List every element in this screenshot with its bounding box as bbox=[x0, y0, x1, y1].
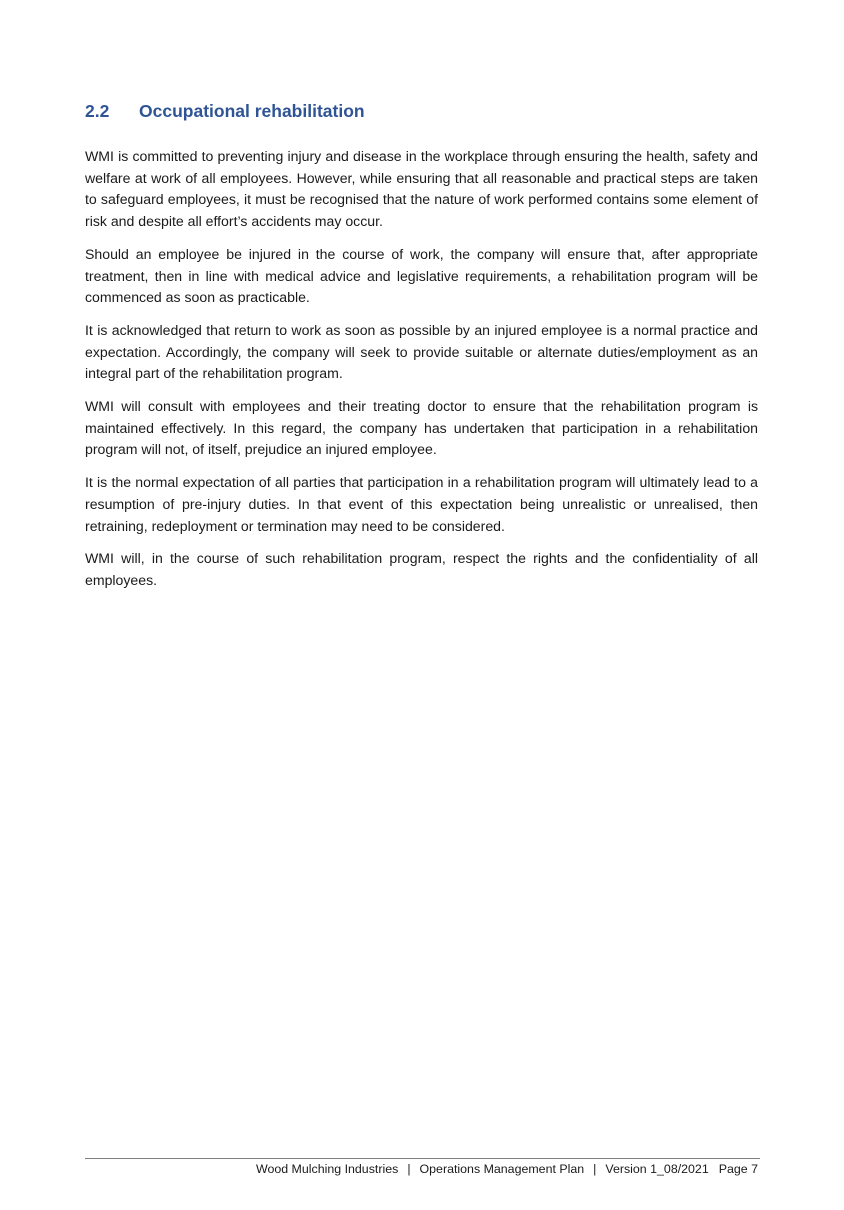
section-number: 2.2 bbox=[85, 100, 110, 121]
section-body bbox=[85, 146, 758, 603]
footer-version: Version 1_08/2021 bbox=[605, 1162, 709, 1176]
footer-divider bbox=[85, 1158, 760, 1159]
footer-separator: | bbox=[593, 1162, 597, 1176]
paragraph-return-to-work: It is acknowledged that return to work as soon as possible by an injured employee is a normal practice and expectation. Accordingly, the company will seek to provide suitable or alternate duties/employment as an integral part of the rehabilitation program. bbox=[85, 321, 758, 382]
footer-page-number: Page 7 bbox=[718, 1162, 758, 1176]
page-footer bbox=[85, 1162, 758, 1176]
paragraph-confidentiality: WMI will, in the course of such rehabilitation program, respect the rights and the confidentiality of all employees. bbox=[85, 550, 758, 588]
section-heading bbox=[85, 101, 765, 122]
footer-separator: | bbox=[407, 1162, 411, 1176]
footer-company: Wood Mulching Industries bbox=[255, 1162, 399, 1176]
paragraph-commitment: WMI is committed to preventing injury and disease in the workplace through ensuring the health, safety and welfare at work of all employees. However, while ensuring that all reasonable and practical steps are taken to safeguard employees, it must be recognised that the nature of work performed contains some element of risk and despite all effort’s accidents may occur. bbox=[85, 148, 758, 230]
paragraph-consultation: WMI will consult with employees and their treating doctor to ensure that the rehabilitation program is maintained effectively. In this regard, the company has undertaken that participation in a rehabilitation program will not, of itself, prejudice an injured employee. bbox=[85, 398, 758, 458]
paragraph-injury: Should an employee be injured in the course of work, the company will ensure that, after appropriate treatment, then in line with medical advice and legislative requirements, a rehabilitation program will be commenced as soon as practicable. bbox=[85, 245, 758, 306]
paragraph-expectation: It is the normal expectation of all parties that participation in a rehabilitation program will ultimately lead to a resumption of pre-injury duties. In that event of this expectation being unrealistic or unrealised, then retraining, redeployment or termination may need to be considered. bbox=[85, 474, 758, 534]
section-title: Occupational rehabilitation bbox=[139, 100, 365, 121]
footer-document: Operations Management Plan bbox=[419, 1162, 585, 1176]
